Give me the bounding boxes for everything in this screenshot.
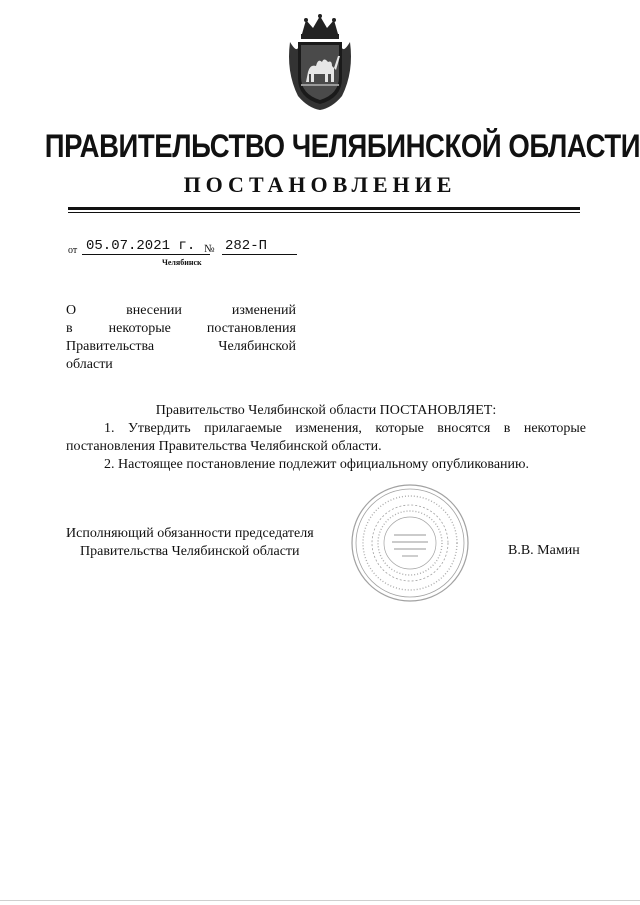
header-divider-thick: [68, 207, 580, 210]
subject-line: в некоторые постановления: [66, 321, 296, 336]
header-divider-thin: [68, 212, 580, 213]
number-sign: №: [204, 243, 215, 255]
position-line: Правительства Челябинской области: [80, 544, 300, 559]
subject-line: области: [66, 357, 113, 372]
decree-item: 2. Настоящее постановление подлежит официальному опубликованию.: [104, 457, 529, 472]
decree-intro: Правительство Челябинской области ПОСТАНОВЛЯЕТ:: [155, 403, 497, 418]
government-title: ПРАВИТЕЛЬСТВО ЧЕЛЯБИНСКОЙ ОБЛАСТИ: [44, 128, 640, 164]
page-bottom-edge: [0, 900, 640, 901]
subject-line: О внесении изменений: [66, 303, 296, 318]
document-subject: [66, 302, 296, 374]
signature-position: [66, 525, 314, 561]
decree-body: [66, 402, 586, 474]
coat-of-arms-icon: [284, 12, 356, 112]
signer-name: В.В. Мамин: [508, 543, 580, 558]
position-line: Исполняющий обязанности председателя: [66, 526, 314, 541]
document-number: 282-П: [222, 238, 297, 255]
city-label: Челябинск: [162, 258, 202, 267]
document-date: 05.07.2021 г.: [82, 238, 210, 255]
date-prefix: от: [68, 245, 78, 256]
subject-line: Правительства Челябинской: [66, 339, 296, 354]
official-seal-icon: [348, 480, 472, 606]
decree-item: 1. Утвердить прилагаемые изменения, которые вносятся в некоторые постановления Правительства Челябинской области.: [66, 421, 586, 454]
document-type: ПОСТАНОВЛЕНИЕ: [183, 172, 457, 197]
